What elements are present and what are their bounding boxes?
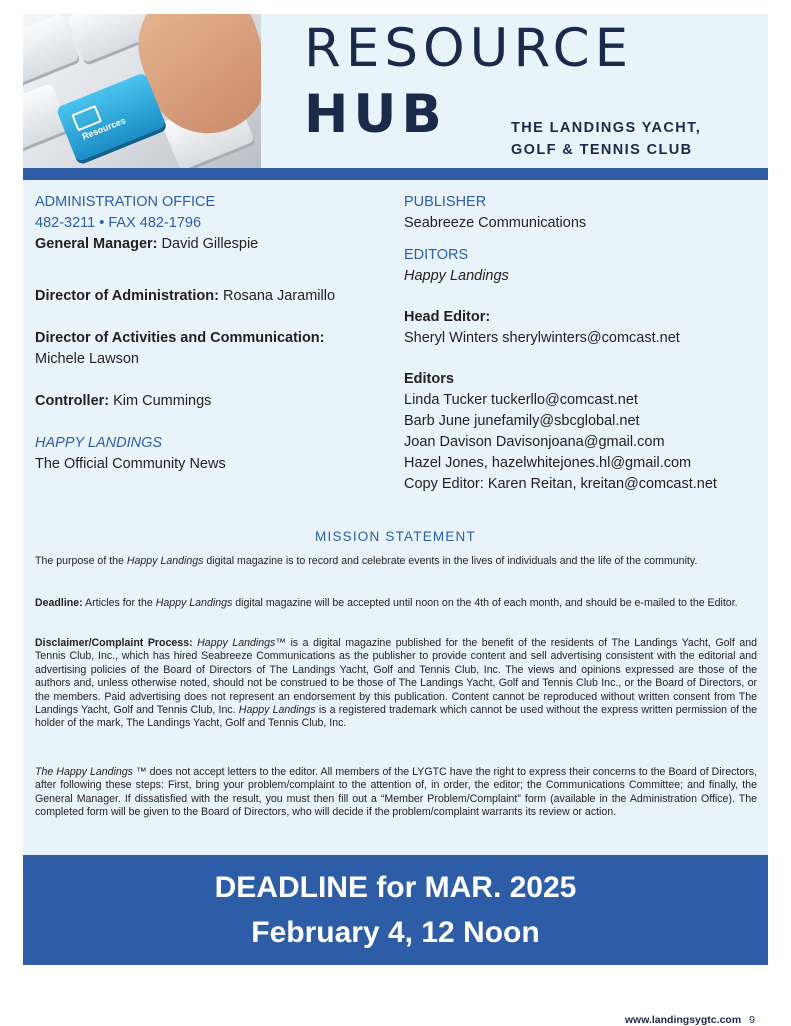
admin-office-heading: ADMINISTRATION OFFICE (35, 194, 216, 210)
controller-name: Kim Cummings (113, 393, 212, 409)
footer (625, 1014, 755, 1026)
mission-statement-title: MISSION STATEMENT (315, 529, 476, 544)
director-administration (35, 286, 375, 307)
disclaimer-paragraph: Disclaimer/Complaint Process: Happy Landings™ is a digital magazine published for the benefit of the residents of The Landings Yacht, Golf and Tennis Club, Inc., which has hired Seabreeze Communications as the publisher to provide content and sell advertising consistent with the editorial and advertising policies of the Board of Directors of The Landings Yacht, Golf and Tennis Club, Inc. The views and opinions expressed are those of the authors and, unless otherwise noted, should not be construed to be those of The Landings Yacht, Golf and Tennis Club Inc., or the Board of Directors, or the members. Paid advertising does not represent an endorsement by this publication. Content cannot be reproduced without written consent from The Landings Yacht, Golf and Tennis Club, Inc. Happy Landings is a registered trademark which cannot be used without the express written permission of the holder of the mark, The Landings Yacht, Golf and Tennis Club, Inc. (35, 637, 757, 730)
publisher-name: Seabreeze Communications (404, 215, 587, 231)
controller (35, 391, 375, 412)
page-title-line1: RESOURCE (304, 18, 634, 79)
director-activities (35, 328, 375, 349)
footer-url[interactable]: www.landingsygtc.com (624, 1014, 742, 1026)
letters-policy-paragraph: The Happy Landings ™ does not accept letters to the editor. All members of the LYGTC have the right to express their concerns to the Board of Directors, after following these steps: First, bring your problem/complaint to the attention of, in order, the editor; the Communications Committee; and finally, the General Manager. If dissatisfied with the result, you must then fill out a “Member Problem/Complaint” form (available in the Administration Office). The completed form will be given to the Board of Directors, who will decide if the problem/complaint warrants its review or action. (35, 766, 757, 819)
admin-office-phone: 482-3211 • FAX 482-1796 (35, 215, 202, 231)
left-column (35, 192, 375, 475)
club-name (511, 117, 701, 161)
right-column (404, 192, 764, 495)
deadline-banner-line1: DEADLINE for MAR. 2025 (214, 871, 577, 904)
general-manager (35, 234, 375, 255)
happy-landings-heading: HAPPY LANDINGS (35, 435, 163, 451)
club-name-line1: THE LANDINGS YACHT, (511, 120, 702, 136)
deadline-banner-line2: February 4, 12 Noon (251, 916, 540, 949)
page-number: 9 (749, 1014, 755, 1026)
header-divider-bar (23, 168, 768, 180)
head-editor-value: Sheryl Winters sherylwinters@comcast.net (404, 330, 680, 346)
editor-list-item: Hazel Jones, hazelwhitejones.hl@gmail.com (404, 455, 692, 471)
general-manager-label: General Manager: (35, 236, 158, 252)
director-activities-name: Michele Lawson (35, 351, 139, 367)
deadline-paragraph: Deadline: Articles for the Happy Landings digital magazine will be accepted until noon on the 4th of each month, and should be e-mailed to the Editor. (35, 597, 738, 609)
club-name-line2: GOLF & TENNIS CLUB (511, 142, 693, 158)
resources-key (56, 72, 167, 162)
resources-key-label: Resources (80, 115, 128, 142)
mission-purpose-paragraph: The purpose of the Happy Landings digital magazine is to record and celebrate events in the lives of individuals and the life of the community. (35, 555, 698, 567)
editor-list-item: Joan Davison Davisonjoana@gmail.com (404, 434, 665, 450)
controller-label: Controller: (35, 393, 110, 409)
publisher-heading: PUBLISHER (404, 194, 487, 210)
general-manager-name: David Gillespie (161, 236, 259, 252)
head-editor-label: Head Editor: (404, 309, 491, 325)
page-title-line2: HUB (304, 84, 447, 145)
director-administration-label: Director of Administration: (35, 288, 219, 304)
editors-label: Editors (404, 371, 454, 387)
director-activities-label: Director of Activities and Communication: (35, 330, 325, 346)
director-administration-name: Rosana Jaramillo (222, 288, 336, 304)
editor-list-item: Copy Editor: Karen Reitan, kreitan@comcast.net (404, 476, 717, 492)
happy-landings-subtitle: The Official Community News (35, 456, 226, 472)
editor-list-item: Linda Tucker tuckerllo@comcast.net (404, 392, 638, 408)
keyboard-resources-image (23, 14, 261, 168)
editors-heading: EDITORS (404, 247, 469, 263)
editor-list-item: Barb June junefamily@sbcglobal.net (404, 413, 640, 429)
editors-subtitle: Happy Landings (404, 268, 509, 284)
deadline-banner (23, 855, 768, 965)
keyboard-key (66, 14, 150, 63)
